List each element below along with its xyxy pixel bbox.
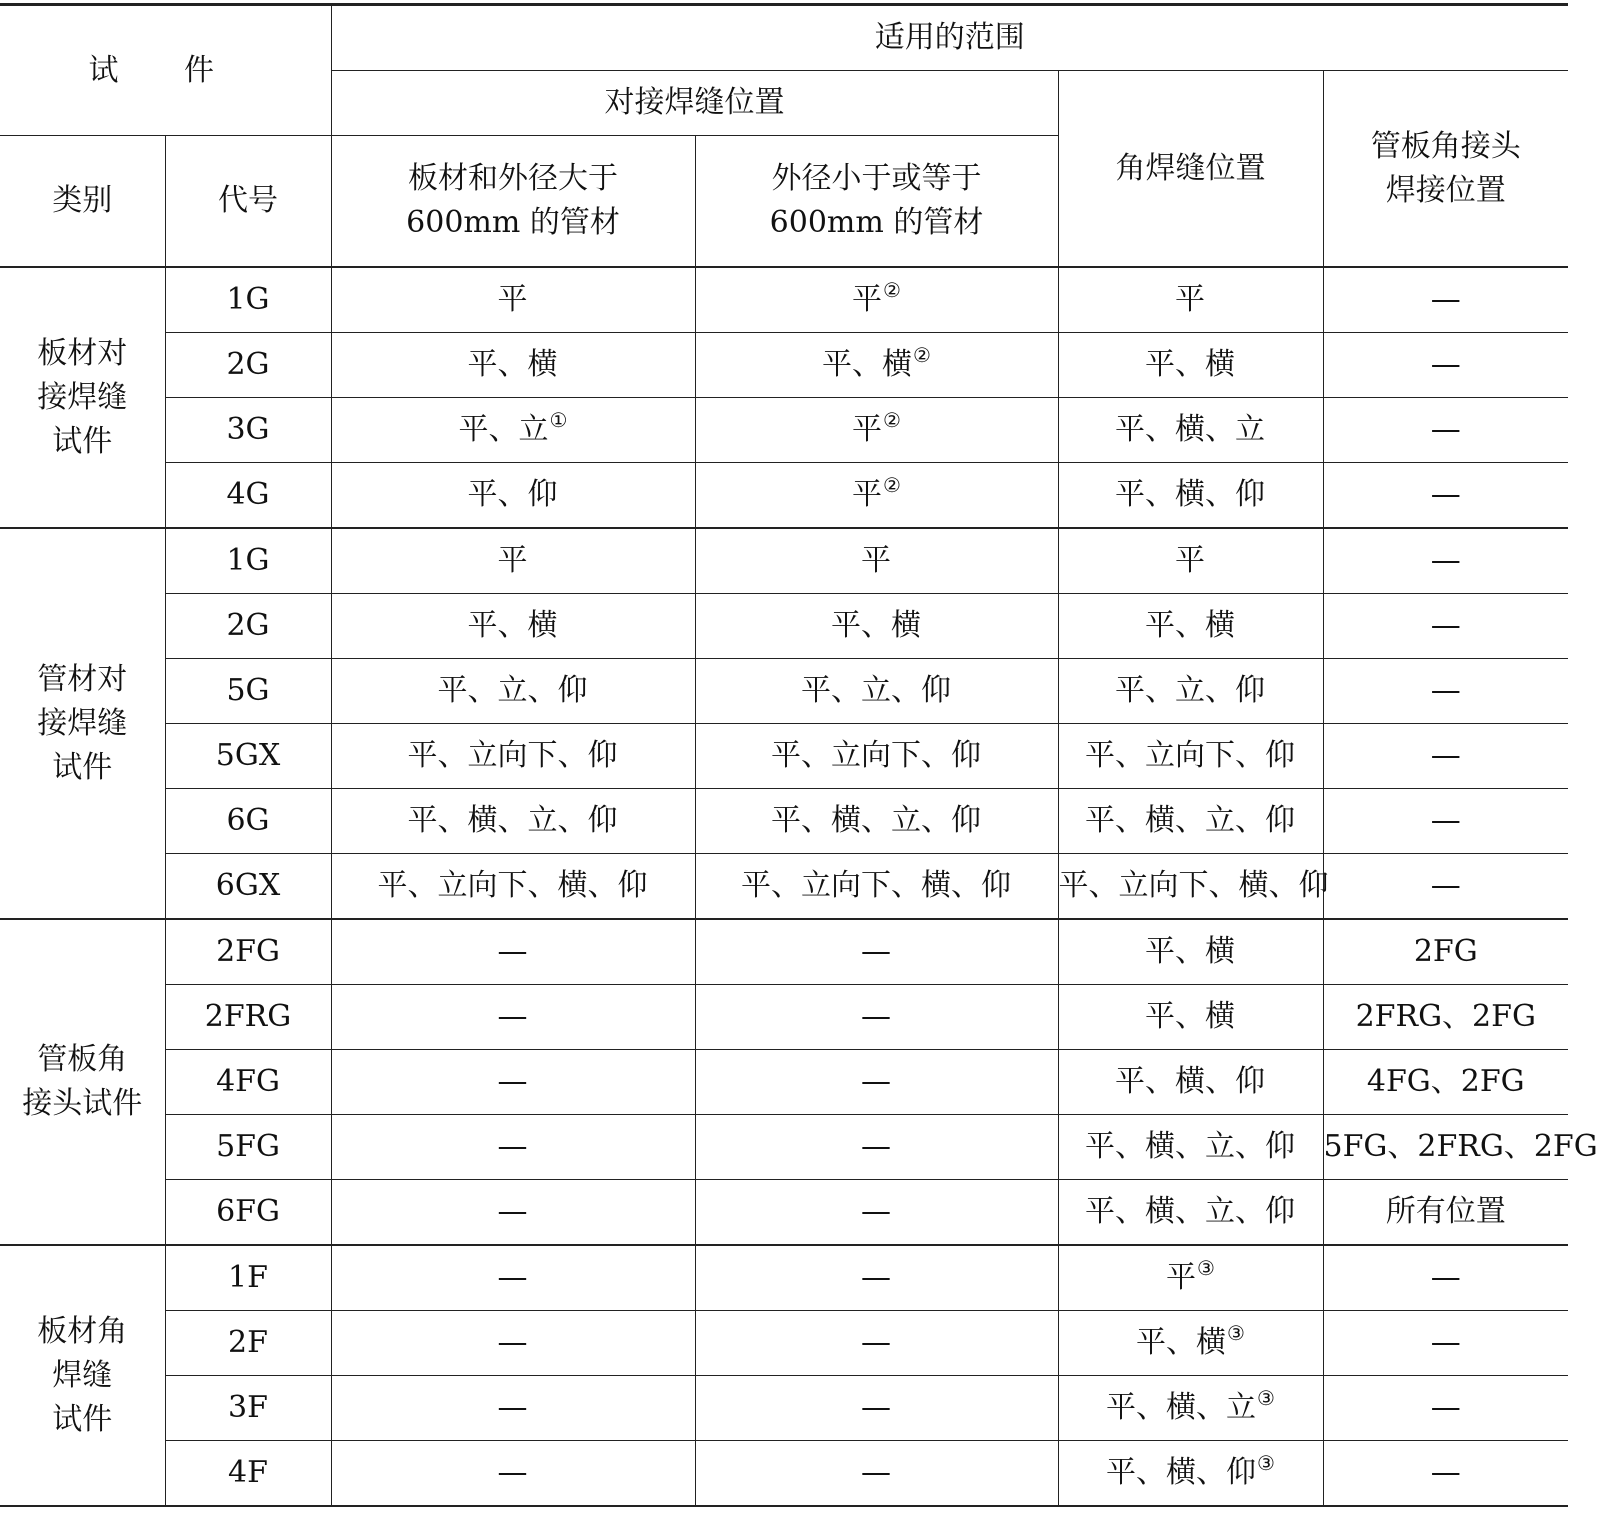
code-cell-text: 2FG bbox=[216, 934, 280, 969]
code-cell bbox=[165, 398, 331, 463]
fillet-weld-cell-text: 平、横、立 bbox=[1106, 1390, 1257, 1425]
small-pipe-cell-text: — bbox=[861, 1260, 892, 1295]
plate-large-pipe-cell-text: 平、立、仰 bbox=[437, 673, 588, 708]
code-cell-text: 2G bbox=[226, 608, 270, 643]
tube-plate-cell bbox=[1323, 1376, 1568, 1441]
tube-plate-cell bbox=[1323, 789, 1568, 854]
plate-large-pipe-cell bbox=[331, 1180, 695, 1246]
tube-plate-cell-text: — bbox=[1430, 1260, 1461, 1295]
code-cell bbox=[165, 919, 331, 985]
code-cell-text: 3G bbox=[226, 412, 270, 447]
table-row bbox=[0, 724, 1568, 789]
small-pipe-cell-footnote: ② bbox=[913, 343, 931, 367]
tube-plate-cell bbox=[1323, 463, 1568, 529]
small-pipe-cell-text: — bbox=[861, 1129, 892, 1164]
plate-large-pipe-cell bbox=[331, 463, 695, 529]
header-plate-large-pipe-line1: 板材和外径大于 bbox=[408, 161, 619, 196]
tube-plate-cell-text: — bbox=[1430, 282, 1461, 317]
small-pipe-cell bbox=[695, 985, 1058, 1050]
code-cell-text: 2FRG bbox=[204, 999, 292, 1034]
tube-plate-cell bbox=[1323, 528, 1568, 594]
category-cell bbox=[0, 528, 165, 919]
plate-large-pipe-cell-text: 平、立向下、横、仰 bbox=[377, 868, 648, 903]
code-cell bbox=[165, 1441, 331, 1507]
fillet-weld-cell-text: 平、横 bbox=[1145, 934, 1236, 969]
tube-plate-cell-text: — bbox=[1430, 673, 1461, 708]
code-cell bbox=[165, 659, 331, 724]
table-row bbox=[0, 333, 1568, 398]
plate-large-pipe-cell-text: 平、仰 bbox=[467, 477, 558, 512]
small-pipe-cell bbox=[695, 463, 1058, 529]
tube-plate-cell-text: 4FG、2FG bbox=[1366, 1064, 1525, 1099]
tube-plate-cell-text: — bbox=[1430, 608, 1461, 643]
code-cell bbox=[165, 1180, 331, 1246]
tube-plate-cell-text: — bbox=[1430, 1325, 1461, 1360]
fillet-weld-cell bbox=[1058, 1115, 1323, 1180]
header-code: 代号 bbox=[165, 136, 331, 268]
plate-large-pipe-cell-text: — bbox=[497, 1325, 528, 1360]
small-pipe-cell-text: — bbox=[861, 999, 892, 1034]
plate-large-pipe-cell bbox=[331, 789, 695, 854]
code-cell-text: 6FG bbox=[216, 1194, 280, 1229]
tube-plate-cell-text: 所有位置 bbox=[1385, 1194, 1506, 1229]
header-butt-weld-position: 对接焊缝位置 bbox=[331, 71, 1058, 136]
header-small-pipe-line1: 外径小于或等于 bbox=[771, 161, 982, 196]
table-row bbox=[0, 528, 1568, 594]
fillet-weld-cell-footnote: ③ bbox=[1257, 1451, 1275, 1475]
fillet-weld-cell-text: 平、横、仰 bbox=[1106, 1455, 1257, 1490]
code-cell bbox=[165, 789, 331, 854]
fillet-weld-cell bbox=[1058, 1376, 1323, 1441]
table-row bbox=[0, 398, 1568, 463]
table-row bbox=[0, 1050, 1568, 1115]
fillet-weld-cell-footnote: ③ bbox=[1227, 1321, 1245, 1345]
small-pipe-cell bbox=[695, 528, 1058, 594]
category-line: 接焊缝 bbox=[37, 705, 128, 741]
fillet-weld-cell bbox=[1058, 724, 1323, 789]
small-pipe-cell-text: — bbox=[861, 1194, 892, 1229]
tube-plate-cell bbox=[1323, 398, 1568, 463]
small-pipe-cell-text: — bbox=[861, 1455, 892, 1490]
plate-large-pipe-cell-text: — bbox=[497, 934, 528, 969]
fillet-weld-cell bbox=[1058, 1441, 1323, 1507]
code-cell bbox=[165, 724, 331, 789]
fillet-weld-cell bbox=[1058, 854, 1329, 920]
tube-plate-cell bbox=[1323, 854, 1568, 920]
small-pipe-cell bbox=[695, 1441, 1058, 1507]
category-line: 焊缝 bbox=[52, 1357, 113, 1393]
code-cell bbox=[165, 1311, 331, 1376]
code-cell-text: 5G bbox=[226, 673, 270, 708]
fillet-weld-cell-text: 平、横、立、仰 bbox=[1085, 803, 1296, 838]
small-pipe-cell-text: — bbox=[861, 1325, 892, 1360]
code-cell bbox=[165, 1115, 331, 1180]
tube-plate-cell-text: — bbox=[1430, 412, 1461, 447]
plate-large-pipe-cell-text: — bbox=[497, 1064, 528, 1099]
tube-plate-cell-text: — bbox=[1430, 738, 1461, 773]
code-cell-text: 4FG bbox=[216, 1064, 280, 1099]
plate-large-pipe-cell-text: 平 bbox=[497, 543, 528, 578]
small-pipe-cell-text: 平、立、仰 bbox=[801, 673, 952, 708]
tube-plate-cell-text: — bbox=[1430, 868, 1461, 903]
plate-large-pipe-cell bbox=[331, 854, 695, 920]
plate-large-pipe-cell-text: 平、立 bbox=[458, 412, 549, 447]
category-line: 管板角 bbox=[37, 1042, 128, 1077]
tube-plate-cell-text: — bbox=[1430, 347, 1461, 382]
fillet-weld-cell-text: 平、立向下、横、仰 bbox=[1058, 868, 1329, 903]
category-line: 接头试件 bbox=[22, 1086, 143, 1121]
code-cell-text: 5FG bbox=[216, 1129, 280, 1164]
tube-plate-cell-text: — bbox=[1430, 477, 1461, 512]
fillet-weld-cell bbox=[1058, 594, 1323, 659]
code-cell bbox=[165, 1050, 331, 1115]
small-pipe-cell bbox=[695, 789, 1058, 854]
small-pipe-cell bbox=[695, 594, 1058, 659]
small-pipe-cell-text: 平、立向下、仰 bbox=[771, 738, 982, 773]
plate-large-pipe-cell bbox=[331, 528, 695, 594]
fillet-weld-cell-text: 平、横、立、仰 bbox=[1085, 1129, 1296, 1164]
plate-large-pipe-cell-footnote: ① bbox=[549, 408, 568, 432]
code-cell bbox=[165, 333, 331, 398]
small-pipe-cell-text: 平 bbox=[852, 282, 883, 317]
table-row bbox=[0, 1376, 1568, 1441]
fillet-weld-cell bbox=[1058, 333, 1323, 398]
code-cell-text: 4F bbox=[228, 1455, 268, 1490]
plate-large-pipe-cell-text: 平、横 bbox=[467, 347, 558, 382]
code-cell bbox=[165, 528, 331, 594]
category-cell bbox=[0, 267, 165, 528]
welding-position-table bbox=[0, 3, 1598, 1507]
small-pipe-cell-text: 平、横、立、仰 bbox=[771, 803, 982, 838]
plate-large-pipe-cell-text: — bbox=[497, 1129, 528, 1164]
small-pipe-cell bbox=[695, 333, 1058, 398]
small-pipe-cell bbox=[695, 919, 1058, 985]
tube-plate-cell-text: 5FG、2FRG、2FG bbox=[1323, 1129, 1598, 1164]
table-row bbox=[0, 1441, 1568, 1507]
small-pipe-cell bbox=[695, 398, 1058, 463]
category-line: 试件 bbox=[52, 423, 113, 459]
table-row bbox=[0, 594, 1568, 659]
code-cell bbox=[165, 463, 331, 529]
fillet-weld-cell bbox=[1058, 1311, 1323, 1376]
code-cell bbox=[165, 985, 331, 1050]
header-small-pipe-line2: 600mm 的管材 bbox=[769, 205, 984, 240]
fillet-weld-cell bbox=[1058, 267, 1323, 333]
plate-large-pipe-cell bbox=[331, 1376, 695, 1441]
small-pipe-cell bbox=[695, 724, 1058, 789]
fillet-weld-cell bbox=[1058, 919, 1323, 985]
small-pipe-cell-text: 平、横 bbox=[822, 347, 913, 382]
code-cell-text: 3F bbox=[228, 1390, 268, 1425]
fillet-weld-cell-text: 平、横、立 bbox=[1115, 412, 1266, 447]
plate-large-pipe-cell bbox=[331, 267, 695, 333]
fillet-weld-cell-text: 平 bbox=[1175, 282, 1206, 317]
category-line: 板材对 bbox=[37, 335, 128, 371]
plate-large-pipe-cell-text: — bbox=[497, 1390, 528, 1425]
tube-plate-cell bbox=[1323, 1115, 1598, 1180]
small-pipe-cell bbox=[695, 1180, 1058, 1246]
fillet-weld-cell bbox=[1058, 659, 1323, 724]
fillet-weld-cell-text: 平 bbox=[1166, 1260, 1197, 1295]
plate-large-pipe-cell bbox=[331, 594, 695, 659]
tube-plate-cell-text: 2FG bbox=[1413, 934, 1478, 969]
fillet-weld-cell bbox=[1058, 398, 1323, 463]
small-pipe-cell bbox=[695, 1311, 1058, 1376]
tube-plate-cell bbox=[1323, 1050, 1568, 1115]
category-line: 板材角 bbox=[37, 1313, 128, 1349]
fillet-weld-cell-footnote: ③ bbox=[1257, 1386, 1275, 1410]
header-scope: 适用的范围 bbox=[331, 5, 1568, 71]
tube-plate-cell bbox=[1323, 659, 1568, 724]
plate-large-pipe-cell-text: 平、立向下、仰 bbox=[407, 738, 618, 773]
fillet-weld-cell bbox=[1058, 1050, 1323, 1115]
fillet-weld-cell-footnote: ③ bbox=[1197, 1256, 1215, 1280]
small-pipe-cell-text: — bbox=[861, 934, 892, 969]
code-cell-text: 4G bbox=[226, 477, 270, 512]
header-specimen: 试 件 bbox=[0, 5, 331, 136]
fillet-weld-cell-text: 平、横 bbox=[1136, 1325, 1227, 1360]
tube-plate-cell bbox=[1323, 1441, 1568, 1507]
plate-large-pipe-cell bbox=[331, 724, 695, 789]
code-cell bbox=[165, 594, 331, 659]
tube-plate-cell-text: — bbox=[1430, 803, 1461, 838]
category-line: 试件 bbox=[52, 749, 113, 785]
small-pipe-cell-text: 平、立向下、横、仰 bbox=[741, 868, 1012, 903]
tube-plate-cell-text: — bbox=[1430, 1455, 1461, 1490]
category-cell bbox=[0, 919, 165, 1245]
header-category: 类别 bbox=[0, 136, 165, 268]
table-row bbox=[0, 267, 1568, 333]
plate-large-pipe-cell bbox=[331, 1115, 695, 1180]
plate-large-pipe-cell bbox=[331, 1311, 695, 1376]
fillet-weld-cell-text: 平、横、仰 bbox=[1115, 1064, 1266, 1099]
plate-large-pipe-cell-text: — bbox=[497, 1260, 528, 1295]
tube-plate-cell bbox=[1323, 724, 1568, 789]
fillet-weld-cell-text: 平、立、仰 bbox=[1115, 673, 1266, 708]
table-row bbox=[0, 854, 1568, 920]
plate-large-pipe-cell bbox=[331, 985, 695, 1050]
tube-plate-cell bbox=[1323, 333, 1568, 398]
fillet-weld-cell bbox=[1058, 1180, 1323, 1246]
table-row bbox=[0, 1115, 1568, 1180]
tube-plate-cell-text: — bbox=[1430, 543, 1461, 578]
fillet-weld-cell bbox=[1058, 528, 1323, 594]
header-plate-large-pipe bbox=[331, 136, 695, 268]
small-pipe-cell bbox=[695, 854, 1058, 920]
category-line: 接焊缝 bbox=[37, 379, 128, 415]
fillet-weld-cell bbox=[1058, 463, 1323, 529]
code-cell bbox=[165, 1376, 331, 1441]
code-cell-text: 6GX bbox=[215, 868, 281, 903]
plate-large-pipe-cell-text: — bbox=[497, 1194, 528, 1229]
plate-large-pipe-cell bbox=[331, 398, 695, 463]
plate-large-pipe-cell bbox=[331, 1441, 695, 1507]
header-row-1 bbox=[0, 5, 1568, 71]
fillet-weld-cell-text: 平 bbox=[1175, 543, 1206, 578]
table-row bbox=[0, 985, 1568, 1050]
header-tube-plate-line1: 管板角接头 bbox=[1370, 128, 1521, 164]
header-small-pipe bbox=[695, 136, 1058, 268]
header-tube-plate-line2: 焊接位置 bbox=[1385, 172, 1506, 208]
plate-large-pipe-cell-text: 平、横 bbox=[467, 608, 558, 643]
small-pipe-cell-footnote: ② bbox=[883, 473, 901, 497]
small-pipe-cell-text: 平 bbox=[852, 477, 883, 512]
header-tube-plate-position bbox=[1323, 71, 1568, 268]
code-cell-text: 1G bbox=[226, 282, 270, 317]
fillet-weld-cell-text: 平、横 bbox=[1145, 347, 1236, 382]
plate-large-pipe-cell-text: — bbox=[497, 1455, 528, 1490]
code-cell-text: 1G bbox=[226, 543, 270, 578]
tube-plate-cell bbox=[1323, 985, 1568, 1050]
small-pipe-cell-text: — bbox=[861, 1064, 892, 1099]
small-pipe-cell bbox=[695, 1245, 1058, 1311]
plate-large-pipe-cell bbox=[331, 1050, 695, 1115]
tube-plate-cell bbox=[1323, 594, 1568, 659]
table-row bbox=[0, 789, 1568, 854]
code-cell bbox=[165, 267, 331, 333]
small-pipe-cell-footnote: ② bbox=[883, 278, 901, 302]
code-cell-text: 2F bbox=[228, 1325, 268, 1360]
plate-large-pipe-cell bbox=[331, 1245, 695, 1311]
tube-plate-cell bbox=[1323, 1245, 1568, 1311]
header-plate-large-pipe-line2: 600mm 的管材 bbox=[406, 205, 620, 240]
fillet-weld-cell bbox=[1058, 789, 1323, 854]
fillet-weld-cell bbox=[1058, 1245, 1323, 1311]
small-pipe-cell-text: 平 bbox=[861, 543, 892, 578]
code-cell-text: 5GX bbox=[215, 738, 281, 773]
code-cell bbox=[165, 854, 331, 920]
header-fillet-weld-position: 角焊缝位置 bbox=[1058, 71, 1323, 268]
code-cell-text: 1F bbox=[228, 1260, 268, 1295]
small-pipe-cell bbox=[695, 1050, 1058, 1115]
plate-large-pipe-cell bbox=[331, 659, 695, 724]
table-row bbox=[0, 463, 1568, 529]
plate-large-pipe-cell-text: — bbox=[497, 999, 528, 1034]
table-row bbox=[0, 1311, 1568, 1376]
small-pipe-cell-text: 平、横 bbox=[831, 608, 922, 643]
fillet-weld-cell-text: 平、横、仰 bbox=[1115, 477, 1266, 512]
fillet-weld-cell-text: 平、横 bbox=[1145, 608, 1236, 643]
tube-plate-cell bbox=[1323, 1180, 1568, 1246]
plate-large-pipe-cell bbox=[331, 919, 695, 985]
tube-plate-cell-text: 2FRG、2FG bbox=[1355, 999, 1536, 1034]
code-cell bbox=[165, 1245, 331, 1311]
plate-large-pipe-cell-text: 平、横、立、仰 bbox=[407, 803, 618, 838]
code-cell-text: 2G bbox=[226, 347, 270, 382]
category-cell bbox=[0, 1245, 165, 1506]
fillet-weld-cell-text: 平、立向下、仰 bbox=[1085, 738, 1296, 773]
category-line: 管材对 bbox=[37, 661, 128, 697]
table-row bbox=[0, 1180, 1568, 1246]
small-pipe-cell bbox=[695, 267, 1058, 333]
fillet-weld-cell bbox=[1058, 985, 1323, 1050]
table-row bbox=[0, 659, 1568, 724]
table-row bbox=[0, 919, 1568, 985]
plate-large-pipe-cell bbox=[331, 333, 695, 398]
small-pipe-cell-text: — bbox=[861, 1390, 892, 1425]
fillet-weld-cell-text: 平、横 bbox=[1145, 999, 1236, 1034]
small-pipe-cell bbox=[695, 659, 1058, 724]
small-pipe-cell bbox=[695, 1376, 1058, 1441]
small-pipe-cell-footnote: ② bbox=[883, 408, 901, 432]
code-cell-text: 6G bbox=[226, 803, 270, 838]
category-line: 试件 bbox=[52, 1401, 113, 1437]
small-pipe-cell-text: 平 bbox=[852, 412, 883, 447]
fillet-weld-cell-text: 平、横、立、仰 bbox=[1085, 1194, 1296, 1229]
tube-plate-cell-text: — bbox=[1430, 1390, 1461, 1425]
tube-plate-cell bbox=[1323, 1311, 1568, 1376]
tube-plate-cell bbox=[1323, 267, 1568, 333]
small-pipe-cell bbox=[695, 1115, 1058, 1180]
plate-large-pipe-cell-text: 平 bbox=[497, 282, 528, 317]
table-row bbox=[0, 1245, 1568, 1311]
tube-plate-cell bbox=[1323, 919, 1568, 985]
